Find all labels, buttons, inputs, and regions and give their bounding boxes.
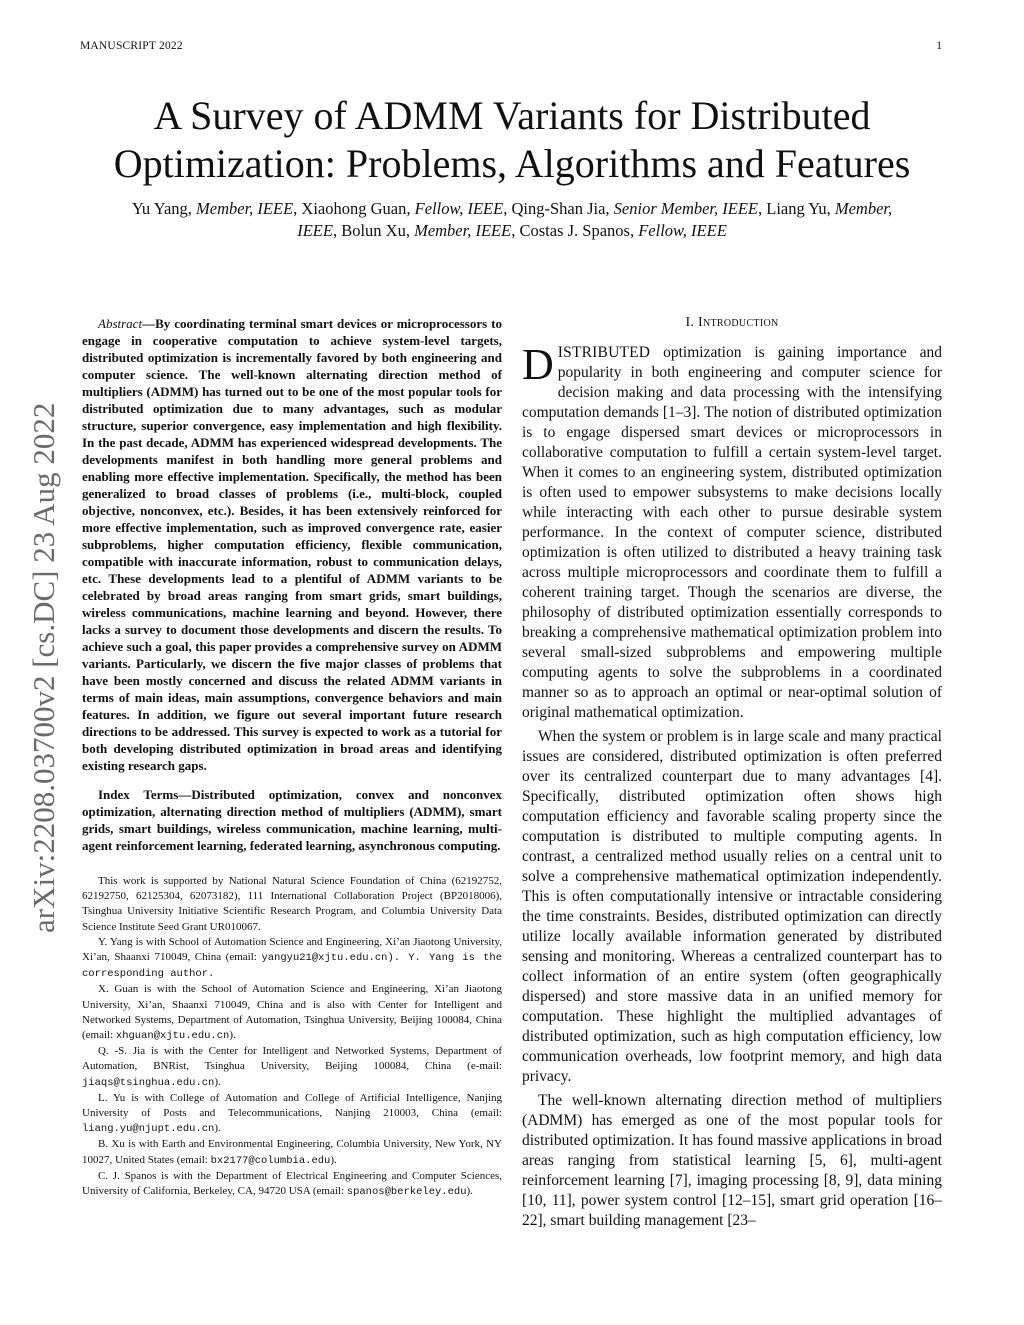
abstract-label: Abstract (98, 316, 143, 331)
index-terms (82, 786, 502, 854)
footnote-author: Y. Yang is with School of Automation Science and Engineering, Xi’an Jiaotong University, Xi’an, Shaanxi 710049, China (email: yangyu21@xjtu.edu.cn). Y. Yang is the corresponding author. (82, 935, 502, 981)
footnote-author: Q. -S. Jia is with the Center for Intelligent and Networked Systems, Department of Automation, BNRist, Tsinghua University, Beijing 100084, China (e-mail: jiaqs@tsinghua.edu.cn). (82, 1045, 502, 1089)
left-column (82, 315, 502, 1200)
author: Costas J. Spanos, Fellow, IEEE (519, 221, 727, 240)
author: Xiaohong Guan, Fellow, IEEE, (301, 199, 512, 218)
drop-cap: D (522, 340, 554, 389)
title-line-1: A Survey of ADMM Variants for Distributed (153, 93, 871, 138)
author: Yu Yang, Member, IEEE, (131, 199, 302, 218)
author: Bolun Xu, Member, IEEE, (341, 221, 520, 240)
footnote-author: B. Xu is with Earth and Environmental Engineering, Columbia University, New York, NY 10027, United States (email: bx2177@columbia.edu). (82, 1138, 502, 1167)
title-line-2: Optimization: Problems, Algorithms and Features (113, 141, 911, 186)
page-number: 1 (936, 40, 942, 52)
running-header: MANUSCRIPT 2022 (80, 40, 183, 52)
intro-paragraph: When the system or problem is in large scale and many practical issues are considered, distributed optimization is often preferred over its centralized counterpart due to many advantages [4]. Specifically, distributed optimization often shows high computation efficiency and favorable scaling property since the computation is distributed to multiple computing agents. In contrast, a centralized method usually relies on a central unit to solve a comprehensive mathematical optimization independently. This is often computationally intensive or intractable considering the time constraints. Besides, distributed optimization can directly utilize locally available information generated by distributed sensing and monitoring. Whereas a centralized counterpart has to collect information of an entire system (often geographically dispersed) and store massive data in an unified memory for computation. These highlight the multiplied advantages of distributed optimization, such as high computation efficiency, low communication overheads, low footprint memory, and high data privacy. (522, 728, 942, 1085)
section-heading: I. Introduction (685, 315, 779, 330)
footnote-author: X. Guan is with the School of Automation Science and Engineering, Xi’an Jiaotong University, Xi’an, Shaanxi 710049, China and is also with Center for Intelligent and Networked Systems, Department of Automation, Tsinghua University, Beijing 100084, China (email: xhguan@xjtu.edu.cn). (82, 983, 502, 1043)
footnote-author: L. Yu is with College of Automation and College of Artificial Intelligence, Nanjing University of Posts and Telecommunications, Nanjing 210003, China (email: liang.yu@njupt.edu.cn). (82, 1091, 502, 1136)
intro-paragraph: The well-known alternating direction method of multipliers (ADMM) has emerged as one of the most popular tools for distributed optimization. It has found massive applications in broad areas ranging from statistical learning [5, 6], multi-agent reinforcement learning [7], imaging processing [8, 9], data mining [10, 11], power system control [12–15], smart grid operation [16–22], smart building management [23– (522, 1092, 942, 1229)
author: Qing-Shan Jia, Senior Member, IEEE, (511, 199, 767, 218)
index-terms-text: —Distributed optimization, convex and nonconvex optimization, alternating direction method of multipliers (ADMM), smart grids, smart buildings, wireless communication, machine learning, multi-agent reinforcement learning, federated learning, asynchronous computing. (82, 787, 502, 853)
author-list (110, 198, 914, 242)
index-terms-label: Index Terms (98, 787, 179, 802)
footnote-funding: This work is supported by National Natural Science Foundation of China (62192752, 62192750, 62125304, 62073182), 111 International Collaboration Project (BP2018006), Tsinghua University Initiative Scientific Research Program, and Columbia University Data Science Institute Seed Grant UR010067. (82, 875, 502, 933)
abstract-text: —By coordinating terminal smart devices or microprocessors to engage in cooperative computation to achieve system-level targets, distributed optimization is incrementally favored by both engineering and computer science. The well-known alternating direction method of multipliers (ADMM) has turned out to be one of the most popular tools for distributed optimization due to many advantages, such as modular structure, superior convergence, easy implementation and high flexibility. In the past decade, ADMM has experienced widespread developments. The developments manifest in both handling more general problems and enabling more effective implementation. Specifically, the method has been generalized to broad classes of problems (i.e., multi-block, coupled objective, nonconvex, etc.). Besides, it has been extensively reinforced for more effective implementation, such as improved convergence rate, easier subproblems, higher computation efficiency, flexible communication, compatible with inaccurate information, robust to communication delays, etc. These developments lead to a plentiful of ADMM variants to be celebrated by broad areas ranging from smart grids, smart buildings, wireless communications, machine learning and beyond. However, there lacks a survey to document those developments and discern the results. To achieve such a goal, this paper provides a comprehensive survey on ADMM variants. Particularly, we discern the five major classes of problems that have been mostly concerned and discuss the related ADMM variants in terms of main ideas, main assumptions, convergence behaviors and main features. In addition, we figure out several important future research directions to be addressed. This survey is expected to work as a tutorial for both developing distributed optimization in broad areas and identifying existing research gaps. (82, 316, 502, 773)
intro-paragraph: DISTRIBUTED optimization is gaining importance and popularity in both engineering and computer science for decision making and data processing with the intensifying computation demands [1–3]. The notion of distributed optimization is to engage dispersed smart devices or microprocessors in collaborative computation to fulfill a certain system-level target. When it comes to an engineering system, distributed optimization is often used to empower subsystems to make decisions locally while interacting with each other to pursue desirable system performance. In the context of computer science, distributed optimization is often utilized to distributed a heavy training task across multiple microprocessors and coordinate them to fulfill a coherent training target. Though the scenarios are diverse, the philosophy of distributed optimization essentially corresponds to breaking a comprehensive mathematical optimization problem into several small-sized subproblems and empowering multiple computing agents to solve the subproblems in a coordinated manner so as to approach an optimal or near-optimal solution of original mathematical optimization. (522, 340, 942, 721)
paper-title (60, 92, 964, 188)
right-column (522, 315, 942, 1231)
footnote-author: C. J. Spanos is with the Department of Electrical Engineering and Computer Sciences, University of California, Berkeley, CA, 94720 USA (email: spanos@berkeley.edu). (82, 1169, 502, 1199)
abstract (82, 315, 502, 774)
author: Liang Yu, Member, IEEE, (297, 199, 893, 240)
arxiv-stamp: arXiv:2208.03700v2 [cs.DC] 23 Aug 2022 (26, 402, 61, 933)
